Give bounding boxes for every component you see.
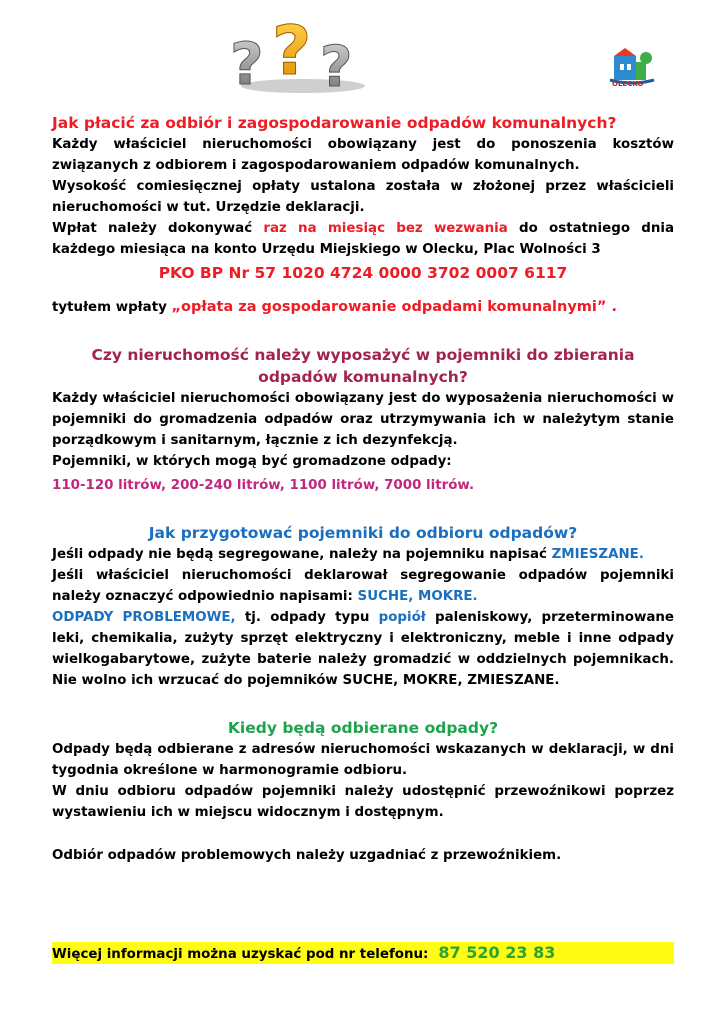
section1-paragraph-3 (52, 218, 674, 260)
section4-paragraph-2: W dniu odbioru odpadów pojemniki należy udostępnić przewoźnikowi poprzez wystawieniu ich w miejscu widocznym i dostępnym. (52, 784, 674, 820)
main-content (52, 112, 674, 866)
problem-waste-label: ODPADY PROBLEMOWE, (52, 610, 236, 625)
section3-title: Jak przygotować pojemniki do odbioru odpadów? (148, 524, 578, 542)
text-segment: tytułem wpłaty (52, 300, 172, 315)
svg-text:?: ? (230, 30, 264, 96)
svg-text:?: ? (320, 35, 353, 96)
payment-title-line (52, 297, 674, 318)
olecko-logo-text: OLECKO (612, 80, 644, 88)
payment-title-value: „opłata za gospodarowanie odpadami komunalnymi” . (171, 299, 617, 315)
dry-wet-labels: SUCHE, MOKRE. (357, 589, 478, 604)
phone-number: 87 520 23 83 (438, 943, 556, 962)
container-sizes: 110-120 litrów, 200-240 litrów, 1100 litrów, 7000 litrów. (52, 478, 475, 493)
section1-paragraph-1: Każdy właściciel nieruchomości obowiązany jest do ponoszenia kosztów związanych z odbiorem i zagospodarowaniem odpadów komunalnych. (52, 137, 674, 173)
text-segment: Jeśli odpady nie będą segregowane, należy na pojemniku napisać (52, 547, 552, 562)
section2-paragraph-2: Pojemniki, w których mogą być gromadzone odpady: (52, 454, 452, 469)
section2-title: Czy nieruchomość należy wyposażyć w pojemniki do zbierania odpadów komunalnych? (91, 346, 635, 386)
section4-paragraph-3: Odbiór odpadów problemowych należy uzgadniać z przewoźnikiem. (52, 848, 562, 863)
section2-paragraph-1: Każdy właściciel nieruchomości obowiązany jest do wyposażenia nieruchomości w pojemniki do gromadzenia odpadów oraz utrzymywania ich w należytym stanie porządkowym i sanitarnym, łącznie z ich dezynfekcją. (52, 391, 674, 448)
section4-paragraph-1: Odpady będą odbierane z adresów nieruchomości wskazanych w deklaracji, w dni tygodnia określone w harmonogramie odbioru. (52, 742, 674, 778)
svg-text:?: ? (272, 14, 312, 91)
section3-paragraph-2 (52, 565, 674, 607)
question-marks-illustration (228, 14, 378, 96)
text-segment: paleniskowy, przeterminowane leki, chemikalia, zużyty sprzęt elektryczny i elektroniczny, meble i inne odpady wielkogabarytowe, zużyte baterie należy gromadzić w oddzielnych pojemnikach. Nie wolno ich wrzucać do pojemników SUCHE, MOKRE, ZMIESZANE. (52, 610, 674, 688)
section1-title: Jak płacić za odbiór i zagospodarowanie odpadów komunalnych? (52, 114, 617, 132)
section4-title: Kiedy będą odbierane odpady? (227, 719, 499, 737)
text-segment: tj. odpady typu (235, 610, 379, 625)
section1-paragraph-2: Wysokość comiesięcznej opłaty ustalona została w złożonej przez właścicieli nieruchomości w tut. Urzędzie deklaracji. (52, 179, 674, 215)
phone-info-bar (52, 942, 674, 964)
section3-paragraph-1 (52, 544, 674, 565)
ash-label: popiół (378, 610, 426, 625)
text-segment: Jeśli właściciel nieruchomości deklarował segregowanie odpadów pojemniki należy oznaczyć odpowiednio napisami: (52, 568, 674, 604)
text-segment: do ostatniego dnia każdego miesiąca na konto Urzędu Miejskiego w Olecku, Plac Wolności 3 (52, 221, 674, 257)
phone-info-label: Więcej informacji można uzyskać pod nr telefonu: (52, 947, 429, 962)
payment-frequency-highlight: raz na miesiąc bez wezwania (263, 221, 508, 236)
text-segment: Wpłat należy dokonywać (52, 221, 264, 236)
section3-paragraph-3 (52, 607, 674, 691)
mixed-label: ZMIESZANE. (551, 547, 644, 562)
bank-account-number: PKO BP Nr 57 1020 4724 0000 3702 0007 6117 (158, 264, 568, 282)
